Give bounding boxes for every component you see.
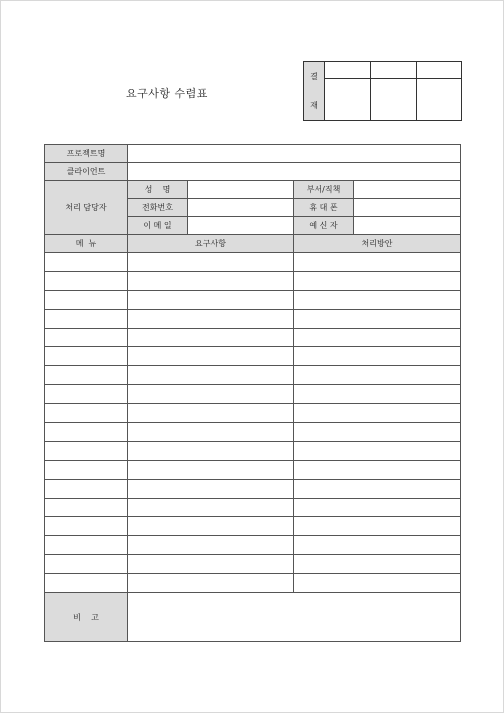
requirement-cell[interactable] [128,271,294,290]
handling-cell[interactable] [294,404,461,423]
requirement-cell[interactable] [128,460,294,479]
approval-label-cell [304,62,325,121]
handling-cell[interactable] [294,253,461,272]
client-label: 클라이언트 [45,163,128,181]
table-row [45,574,461,593]
requirement-cell[interactable] [128,309,294,328]
table-row [45,460,461,479]
dept-label: 부서/직책 [294,181,354,199]
requirement-cell[interactable] [128,328,294,347]
approval-label-top: 결 [310,72,318,81]
requirement-rows [45,253,461,593]
approval-sign-2[interactable] [371,79,417,121]
menu-cell[interactable] [45,366,128,385]
menu-cell[interactable] [45,385,128,404]
requirements-form [44,144,461,642]
handling-cell[interactable] [294,517,461,536]
requirement-cell[interactable] [128,441,294,460]
approval-role-3 [417,62,462,79]
table-row [45,253,461,272]
requirement-cell[interactable] [128,479,294,498]
menu-cell[interactable] [45,574,128,593]
menu-cell[interactable] [45,347,128,366]
email-field[interactable] [188,217,294,235]
requirement-cell[interactable] [128,536,294,555]
table-row [45,309,461,328]
requirement-cell[interactable] [128,498,294,517]
approval-label-bottom: 재 [310,101,318,110]
menu-cell[interactable] [45,479,128,498]
dept-field[interactable] [354,181,461,199]
menu-cell[interactable] [45,328,128,347]
menu-header-text: 메 뉴 [75,239,97,248]
table-row [45,423,461,442]
handling-cell[interactable] [294,479,461,498]
handling-cell[interactable] [294,309,461,328]
handling-cell[interactable] [294,347,461,366]
mobile-field[interactable] [354,199,461,217]
approval-role-1 [325,62,371,79]
handling-cell[interactable] [294,555,461,574]
table-row [45,498,461,517]
handling-cell[interactable] [294,290,461,309]
remarks-field[interactable] [128,593,461,642]
requirement-cell[interactable] [128,423,294,442]
client-field[interactable] [128,163,461,181]
approval-box [303,61,462,121]
name-label [128,181,188,199]
handling-cell[interactable] [294,574,461,593]
requirement-cell[interactable] [128,385,294,404]
menu-cell[interactable] [45,441,128,460]
handling-cell[interactable] [294,385,461,404]
menu-cell[interactable] [45,290,128,309]
requirement-column-header: 요구사항 [128,235,294,253]
handling-cell[interactable] [294,498,461,517]
table-row [45,290,461,309]
handling-cell[interactable] [294,536,461,555]
table-row [45,555,461,574]
project-name-label: 프로젝트명 [45,145,128,163]
project-name-field[interactable] [128,145,461,163]
menu-column-header [45,235,128,253]
name-label-text: 성 명 [144,185,171,194]
table-row [45,271,461,290]
table-row [45,366,461,385]
approval-sign-3[interactable] [417,79,462,121]
requirement-cell[interactable] [128,404,294,423]
menu-cell[interactable] [45,460,128,479]
menu-cell[interactable] [45,253,128,272]
mobile-label: 휴 대 폰 [294,199,354,217]
menu-cell[interactable] [45,498,128,517]
remarks-label [45,593,128,642]
requirement-cell[interactable] [128,574,294,593]
menu-cell[interactable] [45,536,128,555]
document-title: 요구사항 수렴표 [126,87,208,100]
handling-cell[interactable] [294,441,461,460]
handling-cell[interactable] [294,271,461,290]
menu-cell[interactable] [45,404,128,423]
handling-cell[interactable] [294,366,461,385]
table-row [45,536,461,555]
menu-cell[interactable] [45,517,128,536]
recipient-label: 예 신 자 [294,217,354,235]
table-row [45,328,461,347]
handling-column-header: 처리방안 [294,235,461,253]
remarks-label-text: 비 고 [73,612,99,622]
handling-cell[interactable] [294,328,461,347]
menu-cell[interactable] [45,309,128,328]
requirement-cell[interactable] [128,517,294,536]
name-field[interactable] [188,181,294,199]
menu-cell[interactable] [45,423,128,442]
approval-role-2 [371,62,417,79]
email-label: 이 메 일 [128,217,188,235]
phone-field[interactable] [188,199,294,217]
table-row [45,441,461,460]
table-row [45,385,461,404]
table-row [45,517,461,536]
handling-cell[interactable] [294,423,461,442]
menu-cell[interactable] [45,271,128,290]
recipient-field[interactable] [354,217,461,235]
requirement-cell[interactable] [128,555,294,574]
requirement-cell[interactable] [128,290,294,309]
table-row [45,479,461,498]
approval-sign-1[interactable] [325,79,371,121]
menu-cell[interactable] [45,555,128,574]
requirement-cell[interactable] [128,253,294,272]
requirement-cell[interactable] [128,347,294,366]
table-row [45,347,461,366]
requirement-cell[interactable] [128,366,294,385]
handling-cell[interactable] [294,460,461,479]
table-row [45,404,461,423]
phone-label: 전화번호 [128,199,188,217]
handler-label: 처리 담당자 [45,181,128,235]
